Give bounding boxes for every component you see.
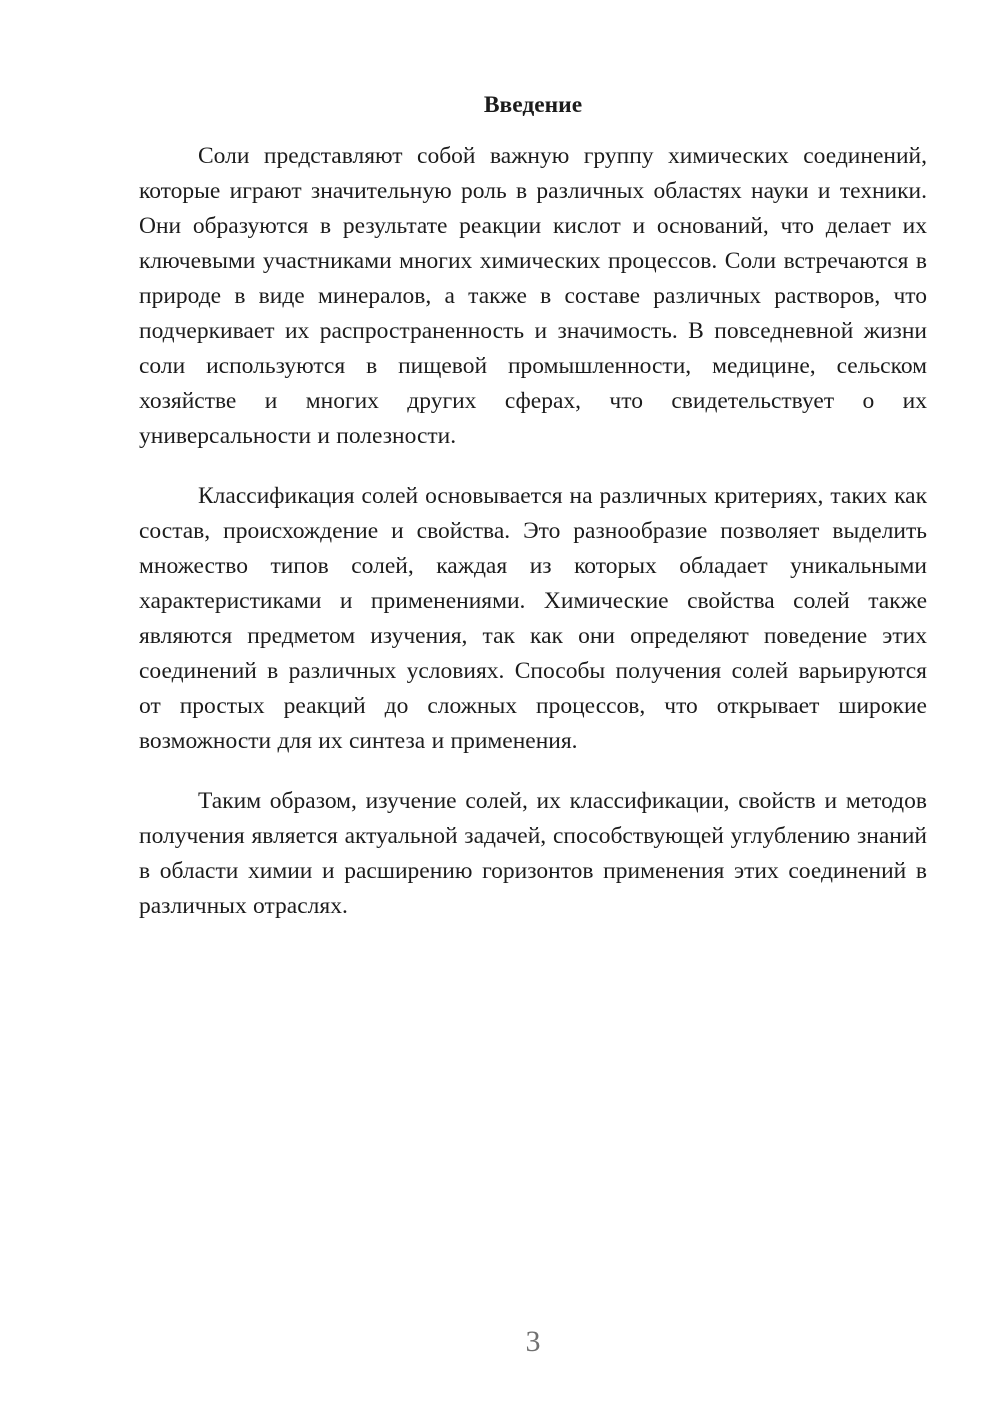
- page-number: 3: [525, 1325, 541, 1358]
- paragraph: Таким образом, изучение солей, их классификации, свойств и методов получения является актуальной задачей, способствующей углублению знаний в области химии и расширению горизонтов применения этих соединений в различных отраслях.: [139, 788, 927, 919]
- document-content: [139, 88, 927, 949]
- paragraph: Соли представляют собой важную группу химических соединений, которые играют значительную роль в различных областях науки и техники. Они образуются в результате реакции кислот и оснований, что делает их ключевыми участниками многих химических процессов. Соли встречаются в природе в виде минералов, а также в составе различных растворов, что подчеркивает их распространенность и значимость. В повседневной жизни соли используются в пищевой промышленности, медицине, сельском хозяйстве и многих других сферах, что свидетельствует о их универсальности и полезности.: [139, 143, 927, 449]
- paragraph: Классификация солей основывается на различных критериях, таких как состав, происхождение и свойства. Это разнообразие позволяет выделить множество типов солей, каждая из которых обладает уникальными характеристиками и применениями. Химические свойства солей также являются предметом изучения, так как они определяют поведение этих соединений в различных условиях. Способы получения солей варьируются от простых реакций до сложных процессов, что открывает широкие возможности для их синтеза и применения.: [139, 483, 927, 754]
- section-title: Введение: [483, 92, 583, 118]
